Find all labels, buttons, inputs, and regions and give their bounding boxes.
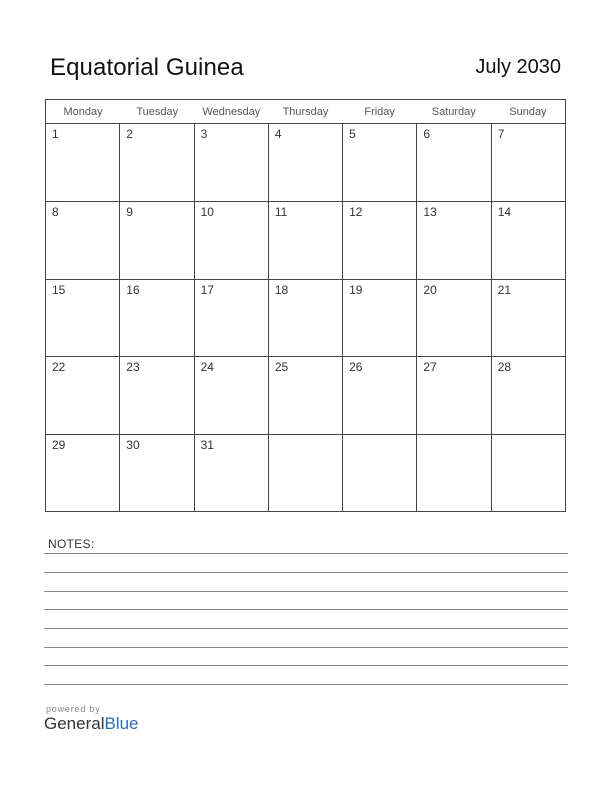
weekday-saturday: Saturday bbox=[431, 106, 476, 118]
day-number: 2 bbox=[126, 127, 133, 141]
day-number: 31 bbox=[200, 437, 214, 452]
day-number: 21 bbox=[497, 282, 512, 297]
day-number: 30 bbox=[126, 437, 140, 452]
day-cell bbox=[194, 124, 268, 201]
day-cell bbox=[268, 280, 342, 356]
day-cell bbox=[46, 124, 119, 201]
day-cell bbox=[119, 202, 193, 278]
brand-name-general: General bbox=[44, 714, 105, 733]
day-number: 28 bbox=[497, 360, 512, 375]
powered-by-text: powered by bbox=[46, 704, 101, 714]
day-cell bbox=[416, 357, 490, 433]
day-number: 3 bbox=[200, 127, 208, 141]
note-line bbox=[44, 591, 568, 592]
day-cell bbox=[194, 357, 268, 433]
calendar-country-title: Equatorial Guinea bbox=[50, 54, 244, 81]
day-cell bbox=[416, 124, 490, 201]
day-cell bbox=[119, 435, 193, 511]
day-cell bbox=[119, 280, 193, 356]
day-number: 26 bbox=[349, 360, 363, 375]
day-number: 9 bbox=[126, 205, 133, 220]
day-number: 29 bbox=[52, 437, 66, 452]
day-cell bbox=[268, 357, 342, 433]
week-row bbox=[46, 279, 565, 356]
day-number: 14 bbox=[497, 205, 512, 220]
day-number: 10 bbox=[200, 205, 214, 220]
day-number: 19 bbox=[349, 282, 363, 297]
note-line bbox=[44, 628, 568, 629]
day-number: 12 bbox=[349, 205, 363, 220]
day-cell bbox=[342, 357, 416, 433]
day-cell bbox=[46, 280, 119, 356]
day-number: 7 bbox=[497, 127, 505, 141]
calendar-month-title: July 2030 bbox=[475, 56, 561, 78]
day-cell bbox=[268, 124, 342, 201]
day-cell bbox=[46, 357, 119, 433]
day-number: 11 bbox=[274, 205, 288, 220]
day-cell bbox=[491, 124, 565, 201]
weekday-header-row bbox=[46, 100, 565, 124]
day-cell bbox=[268, 435, 342, 511]
week-row bbox=[46, 124, 565, 201]
day-cell bbox=[416, 202, 490, 278]
day-cell bbox=[491, 202, 565, 278]
day-cell bbox=[491, 435, 565, 511]
day-cell bbox=[46, 202, 119, 278]
day-number: 18 bbox=[274, 282, 289, 297]
day-number: 24 bbox=[200, 360, 214, 375]
day-number: 23 bbox=[126, 360, 140, 375]
day-cell bbox=[194, 435, 268, 511]
calendar-grid bbox=[45, 99, 566, 512]
day-cell bbox=[491, 357, 565, 433]
week-row bbox=[46, 201, 565, 278]
day-cell bbox=[342, 435, 416, 511]
note-line bbox=[44, 684, 568, 685]
day-number: 16 bbox=[126, 282, 140, 297]
note-line bbox=[44, 647, 568, 648]
weekday-thursday: Thursday bbox=[282, 106, 329, 118]
day-cell bbox=[119, 124, 193, 201]
day-cell bbox=[194, 202, 268, 278]
weekday-friday: Friday bbox=[364, 106, 395, 118]
day-cell bbox=[119, 357, 193, 433]
weekday-sunday: Sunday bbox=[509, 106, 547, 118]
note-line bbox=[44, 665, 568, 666]
brand-name-blue: Blue bbox=[104, 714, 139, 733]
weekday-wednesday: Wednesday bbox=[202, 106, 261, 118]
day-number: 15 bbox=[52, 282, 66, 297]
day-number: 25 bbox=[274, 360, 289, 375]
day-grid bbox=[46, 124, 565, 511]
day-number: 6 bbox=[423, 127, 431, 141]
day-cell bbox=[194, 280, 268, 356]
brand-logo bbox=[44, 704, 139, 734]
weekday-monday: Monday bbox=[63, 106, 103, 118]
day-cell bbox=[46, 435, 119, 511]
notes-label: NOTES: bbox=[48, 537, 95, 551]
note-line bbox=[44, 572, 568, 573]
note-line bbox=[44, 609, 568, 610]
week-row bbox=[46, 434, 565, 511]
day-cell bbox=[416, 435, 490, 511]
note-line bbox=[44, 553, 568, 554]
day-number: 8 bbox=[52, 205, 59, 220]
brand-name bbox=[44, 714, 139, 734]
day-number: 20 bbox=[423, 282, 437, 297]
day-cell bbox=[342, 124, 416, 201]
day-number: 27 bbox=[423, 360, 437, 375]
week-row bbox=[46, 356, 565, 433]
day-cell bbox=[416, 280, 490, 356]
day-cell bbox=[491, 280, 565, 356]
weekday-tuesday: Tuesday bbox=[136, 106, 179, 118]
day-number: 4 bbox=[274, 127, 282, 141]
day-cell bbox=[268, 202, 342, 278]
day-number: 5 bbox=[349, 127, 356, 141]
day-number: 17 bbox=[200, 282, 214, 297]
day-number: 22 bbox=[52, 360, 66, 375]
day-cell bbox=[342, 280, 416, 356]
day-number: 13 bbox=[423, 205, 437, 220]
day-number: 1 bbox=[52, 127, 59, 141]
day-cell bbox=[342, 202, 416, 278]
